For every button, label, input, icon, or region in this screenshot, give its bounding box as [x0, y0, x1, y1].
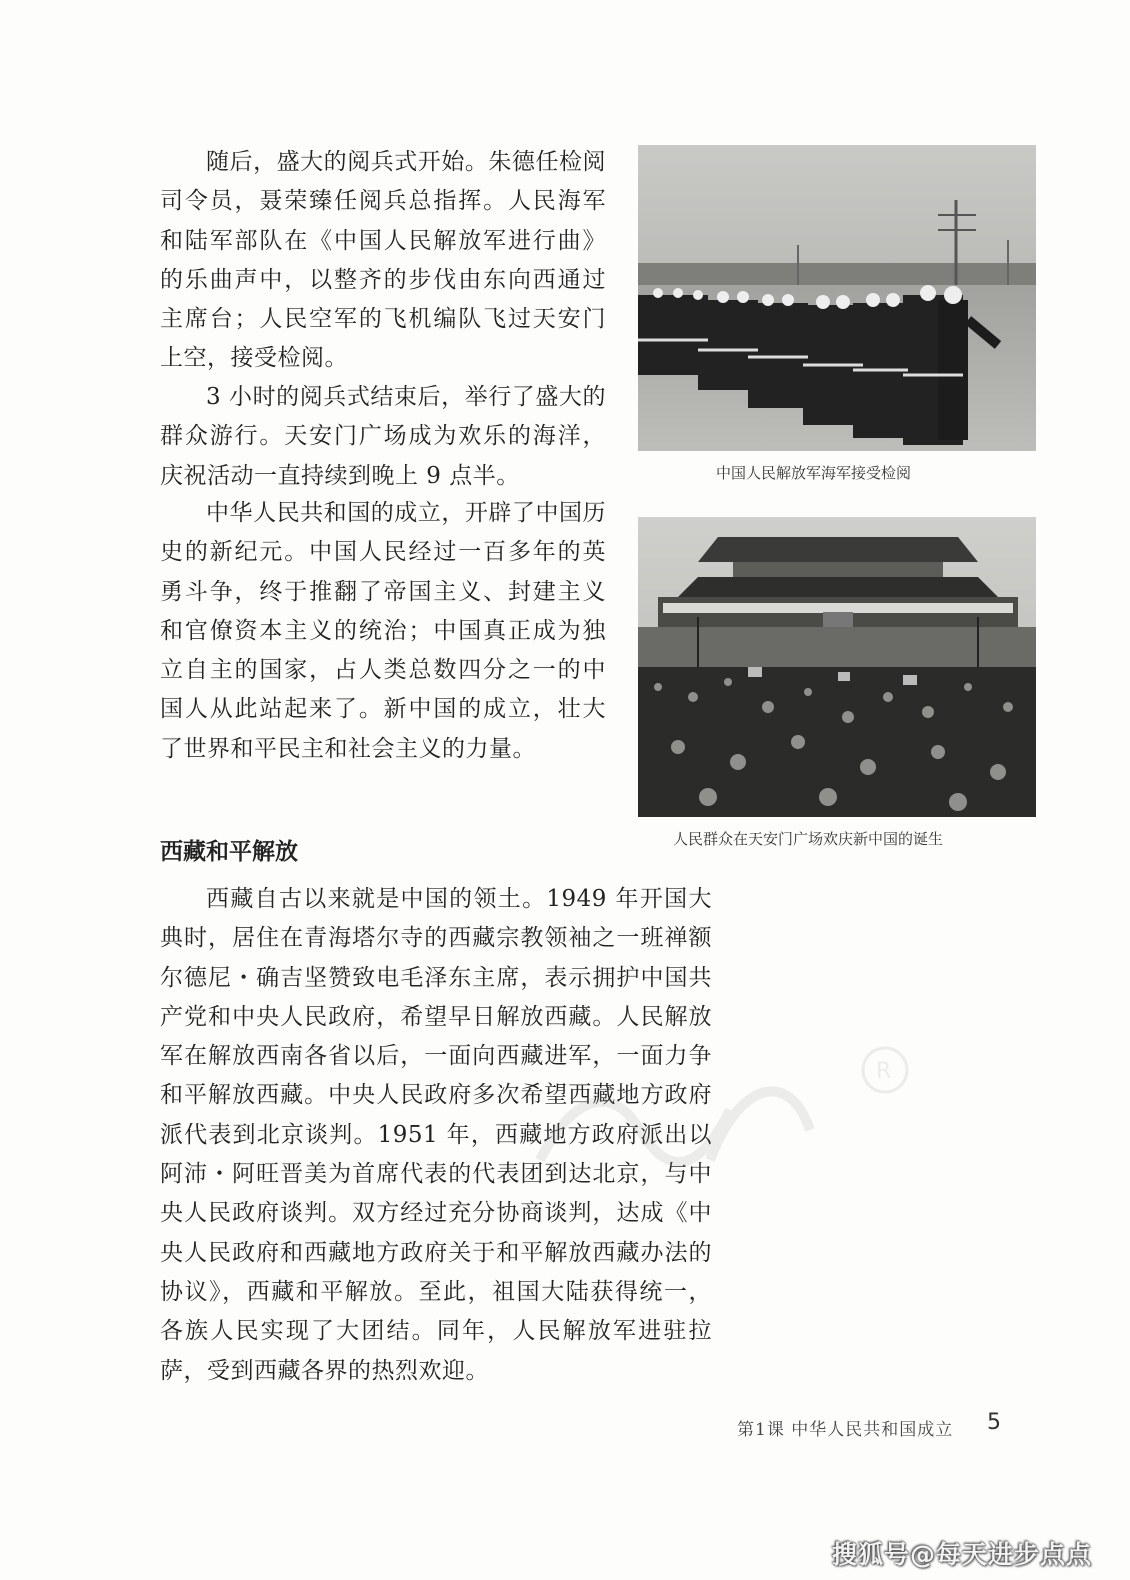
- paragraph-new-era: 中华人民共和国的成立，开辟了中国历史的新纪元。中国人民经过一百多年的英勇斗争，终于推翻了帝国主义、封建主义和官僚资本主义的统治；中国真正成为独立自主的国家，占人类总数四分之一的中国人从此站起来了。新中国的成立，壮大了世界和平民主和社会主义的力量。: [160, 500, 606, 762]
- caption-tiananmen-crowd: 人民群众在天安门广场欢庆新中国的诞生: [673, 830, 944, 848]
- svg-text:R: R: [876, 1059, 892, 1084]
- navy-parade-photo: [638, 145, 1036, 451]
- caption-navy-parade: 中国人民解放军海军接受检阅: [716, 464, 912, 482]
- footer-lesson-title: 第1课 中华人民共和国成立: [737, 1420, 954, 1440]
- publisher-logo-watermark: [500, 1040, 920, 1200]
- paragraph-tibet: 西藏自古以来就是中国的领土。1949 年开国大典时，居住在青海塔尔寺的西藏宗教领袖之一班禅额尔德尼・确吉坚赞致电毛泽东主席，表示拥护中国共产党和中央人民政府，希望早日解放西藏。人民解放军在解放西南各省以后，一面向西藏进军，一面力争和平解放西藏。中央人民政府多次希望西藏地方政府派代表到北京谈判。1951 年，西藏地方政府派出以阿沛・阿旺晋美为首席代表的代表团到达北京，与中央人民政府谈判。双方经过充分协商谈判，达成《中央人民政府和西藏地方政府关于和平解放西藏办法的协议》，西藏和平解放。至此，祖国大陆获得统一，各族人民实现了大团结。同年，人民解放军进驻拉萨，受到西藏各界的热烈欢迎。: [160, 886, 712, 1384]
- section-title: 西藏和平解放: [160, 839, 298, 865]
- paragraph-mass-parade: 3 小时的阅兵式结束后，举行了盛大的群众游行。天安门广场成为欢乐的海洋，庆祝活动一直持续到晚上 9 点半。: [160, 384, 606, 489]
- page-number: 5: [987, 1410, 1001, 1435]
- tiananmen-crowd-photo: [638, 517, 1036, 817]
- paragraph-parade: 随后，盛大的阅兵式开始。朱德任检阅司令员，聂荣臻任阅兵总指挥。人民海军和陆军部队在《中国人民解放军进行曲》的乐曲声中，以整齐的步伐由东向西通过主席台；人民空军的飞机编队飞过天安门上空，接受检阅。: [160, 149, 606, 372]
- site-watermark: 搜狐号@每天进步点点: [831, 1540, 1092, 1569]
